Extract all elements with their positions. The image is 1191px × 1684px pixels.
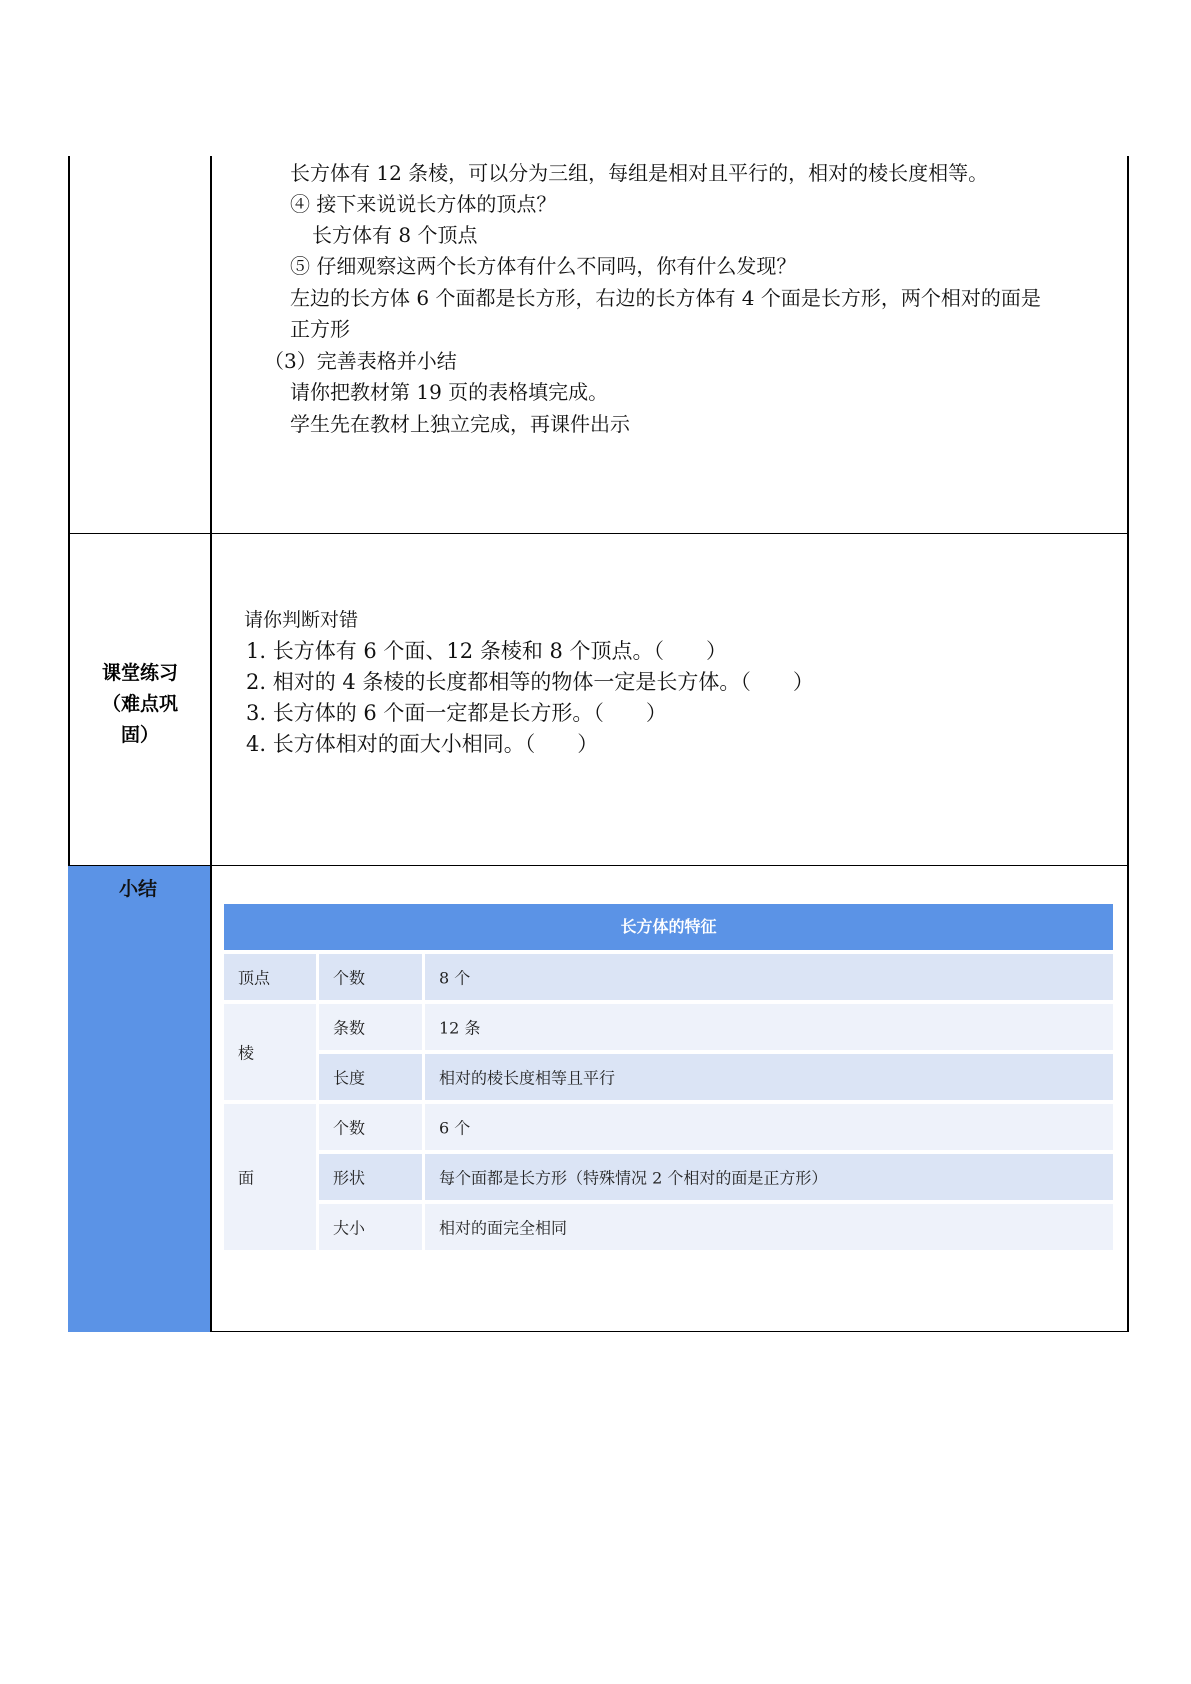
value-cell (425, 954, 1113, 1000)
value-text: 6 个 (439, 1118, 471, 1138)
attr-cell (319, 1004, 422, 1050)
practice-item-1: 1. 长方体有 6 个面、12 条棱和 8 个顶点。（ ） (246, 639, 728, 663)
value-text: 12 条 (439, 1018, 481, 1038)
process-line-7: （3）完善表格并小结 (264, 349, 457, 373)
attr-cell (319, 954, 422, 1000)
process-line-3: 长方体有 8 个顶点 (312, 223, 478, 247)
value-text: 相对的棱长度相等且平行 (439, 1068, 616, 1088)
group-name: 顶点 (238, 968, 271, 988)
value-text: 8 个 (439, 968, 471, 988)
practice-label-line-3: 固） (120, 724, 159, 746)
group-vertex (224, 954, 316, 1000)
practice-label-line-2: （难点巩 (101, 693, 178, 715)
process-line-1: 长方体有 12 条棱，可以分为三组，每组是相对且平行的，相对的棱长度相等。 (290, 161, 989, 185)
process-line-9: 学生先在教材上独立完成，再课件出示 (290, 412, 630, 436)
group-name: 棱 (238, 1043, 255, 1063)
attr-cell (319, 1054, 422, 1100)
value-cell (425, 1204, 1113, 1250)
process-line-4: ⑤ 仔细观察这两个长方体有什么不同吗，你有什么发现？ (290, 254, 797, 278)
practice-item-2: 2. 相对的 4 条棱的长度都相等的物体一定是长方体。（ ） (246, 670, 814, 694)
features-table-title: 长方体的特征 (224, 904, 1113, 950)
practice-label-cell (68, 534, 212, 866)
attr-label: 形状 (333, 1168, 366, 1188)
group-name: 面 (238, 1168, 255, 1188)
value-cell (425, 1054, 1113, 1100)
practice-intro: 请你判断对错 (244, 609, 359, 631)
practice-item-3: 3. 长方体的 6 个面一定都是长方形。（ ） (246, 701, 667, 725)
value-cell (425, 1154, 1113, 1200)
process-line-8: 请你把教材第 19 页的表格填完成。 (290, 380, 609, 404)
attr-cell (319, 1154, 422, 1200)
process-label-cell (68, 156, 212, 534)
value-text: 相对的面完全相同 (439, 1218, 568, 1238)
row-divider (212, 1331, 1129, 1332)
summary-label: 小结 (118, 878, 157, 900)
attr-label: 条数 (333, 1018, 366, 1038)
process-line-2: ④ 接下来说说长方体的顶点？ (290, 192, 557, 216)
group-edge (224, 1004, 316, 1100)
attr-cell (319, 1204, 422, 1250)
attr-label: 个数 (333, 968, 366, 988)
value-cell (425, 1004, 1113, 1050)
practice-label-line-1: 课堂练习 (101, 662, 178, 684)
attr-label: 长度 (333, 1068, 366, 1088)
value-text: 每个面都是长方形（特殊情况 2 个相对的面是正方形） (439, 1168, 828, 1188)
attr-cell (319, 1104, 422, 1150)
summary-label-cell (68, 866, 212, 1332)
process-row (68, 156, 1129, 534)
attr-label: 大小 (333, 1218, 366, 1238)
practice-item-4: 4. 长方体相对的面大小相同。（ ） (246, 732, 599, 756)
value-cell (425, 1104, 1113, 1150)
attr-label: 个数 (333, 1118, 366, 1138)
process-line-6: 正方形 (290, 317, 350, 341)
group-face (224, 1104, 316, 1250)
process-line-5: 左边的长方体 6 个面都是长方形，右边的长方体有 4 个面是长方形，两个相对的面是 (290, 286, 1041, 310)
